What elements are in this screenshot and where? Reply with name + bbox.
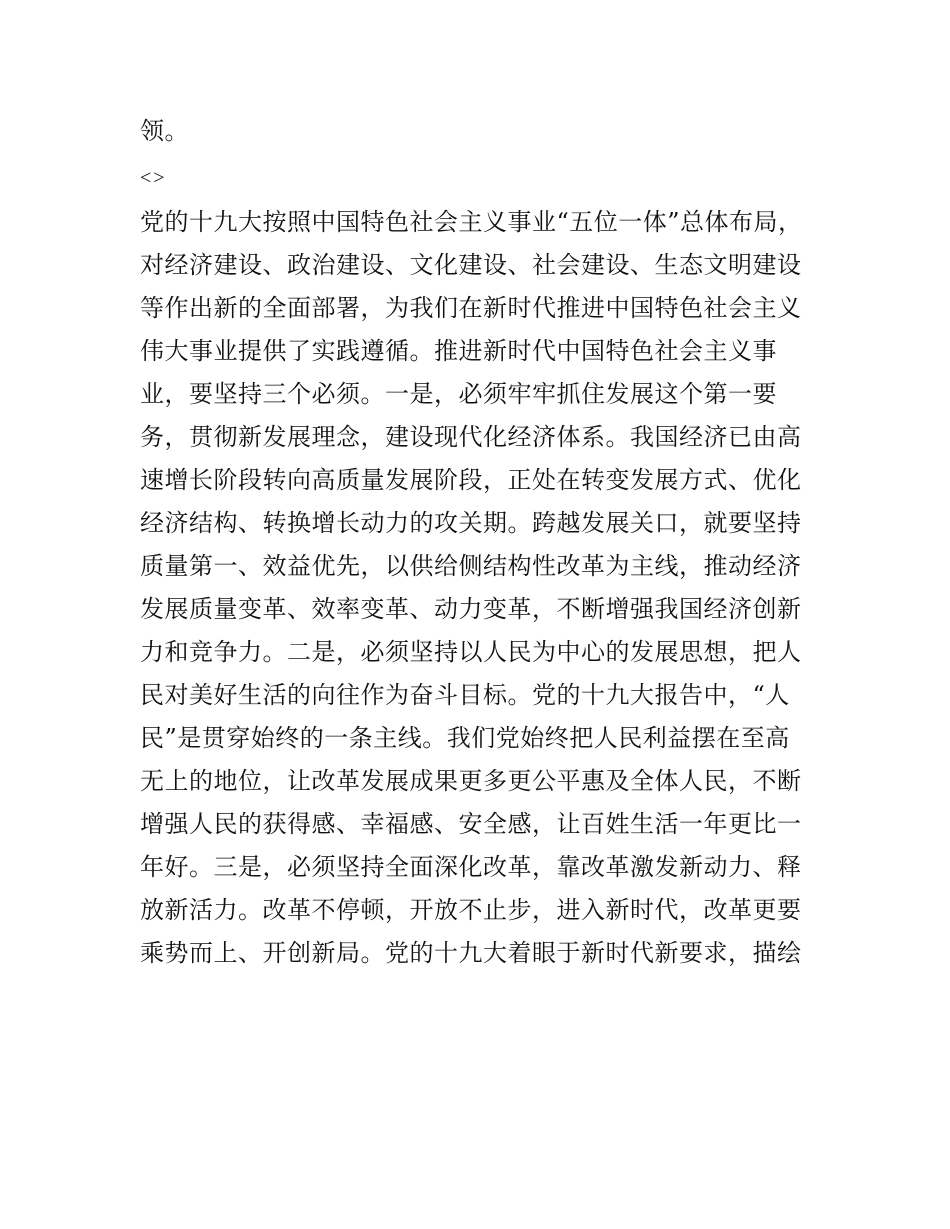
text-line-marker: <> bbox=[140, 167, 167, 189]
text-line: 伟大事业提供了实践遵循。推进新时代中国特色社会主义事 bbox=[140, 337, 777, 365]
text-line: 发展质量变革、效率变革、动力变革，不断增强我国经济创新 bbox=[140, 595, 802, 623]
text-line: 年好。三是，必须坚持全面深化改革，靠改革激发新动力、释 bbox=[140, 853, 802, 881]
text-line: 党的十九大按照中国特色社会主义事业“五位一体”总体布局， bbox=[140, 208, 803, 236]
text-line: 等作出新的全面部署，为我们在新时代推进中国特色社会主义 bbox=[140, 294, 802, 322]
text-line: 无上的地位，让改革发展成果更多更公平惠及全体人民，不断 bbox=[140, 767, 802, 795]
text-line: 务，贯彻新发展理念，建设现代化经济体系。我国经济已由高 bbox=[140, 423, 802, 451]
text-line: 乘势而上、开创新局。党的十九大着眼于新时代新要求，描绘 bbox=[140, 939, 802, 967]
text-line: 业，要坚持三个必须。一是，必须牢牢抓住发展这个第一要 bbox=[140, 380, 777, 408]
text-line: 经济结构、转换增长动力的攻关期。跨越发展关口，就要坚持 bbox=[140, 509, 802, 537]
text-line: 对经济建设、政治建设、文化建设、社会建设、生态文明建设 bbox=[140, 251, 802, 279]
text-line: 放新活力。改革不停顿，开放不止步，进入新时代，改革更要 bbox=[140, 896, 802, 924]
text-line: 速增长阶段转向高质量发展阶段，正处在转变发展方式、优化 bbox=[140, 466, 802, 494]
text-line: 民对美好生活的向往作为奋斗目标。党的十九大报告中，“人 bbox=[140, 681, 790, 709]
text-line: 力和竞争力。二是，必须坚持以人民为中心的发展思想，把人 bbox=[140, 638, 802, 666]
body-text bbox=[140, 108, 820, 975]
text-line: 民”是贯穿始终的一条主线。我们党始终把人民利益摆在至高 bbox=[140, 724, 790, 752]
text-line: 质量第一、效益优先，以供给侧结构性改革为主线，推动经济 bbox=[140, 552, 802, 580]
text-line: 增强人民的获得感、幸福感、安全感，让百姓生活一年更比一 bbox=[140, 810, 802, 838]
text-line: 领。 bbox=[140, 117, 189, 145]
